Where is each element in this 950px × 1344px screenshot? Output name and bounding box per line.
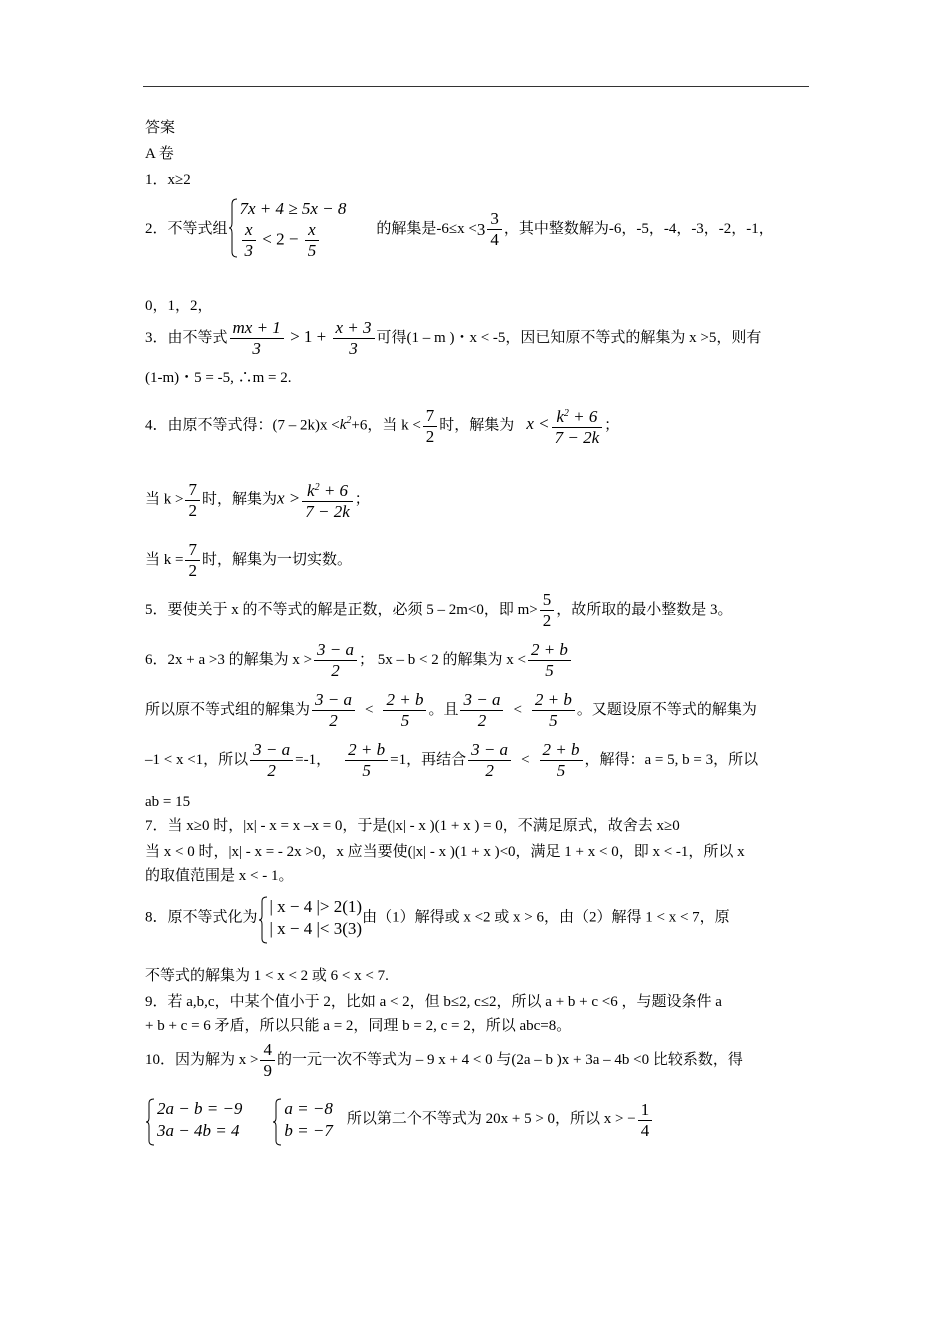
mixed-number: 3 $\frac{3}{4}$ bbox=[477, 209, 504, 250]
answer-8-cont: 不等式的解集为 1 < x < 2 或 6 < x < 7. bbox=[145, 968, 389, 984]
equation-system-2: a = −8 b = −7 bbox=[272, 1098, 332, 1142]
answer-6-cont-2: –1 < x <1，所以 $\frac{3 - a}{2}$ =-1， $\frac{2 + b}{5}$ =1，再结合 $\frac{3 - a}{2}$ < $\frac{2 + b}{5}$ ，解得：a = 5, b = 3，所以 bbox=[145, 740, 759, 780]
section-label: A 卷 bbox=[145, 146, 174, 162]
fraction: $\frac{mx + 1}{3}$ bbox=[230, 318, 284, 359]
fraction: $\frac{5}{2}$ bbox=[540, 590, 555, 631]
fraction: $\frac{x + 3}{3}$ bbox=[333, 318, 375, 359]
system-row-1: | x − 4 |> 2(1) bbox=[269, 897, 363, 916]
heading: 答案 bbox=[145, 120, 176, 136]
answer-5: 5．要使关于 x 的不等式的解是正数，必须 5 – 2m<0，即 m> $\frac{5}{2}$ ，故所取的最小整数是 3。 bbox=[145, 590, 733, 630]
answer-2-mid: 的解集是-6≤x < bbox=[376, 220, 477, 237]
answer-9: 9．若 a,b,c，中某个值小于 2，比如 a < 2，但 b≤2, c≤2，所以 a + b + c <6 ，与题设条件 a bbox=[145, 994, 722, 1010]
fraction: $\frac{k^2 + 6}{7 - 2k}$ bbox=[552, 404, 603, 448]
fraction: $\frac{1}{4}$ bbox=[638, 1100, 653, 1141]
inequality-system bbox=[258, 896, 363, 940]
answer-10: 10．因为解为 x > $\frac{4}{9}$ 的一元一次不等式为 – 9 x + 4 < 0 与(2a – b )x + 3a – 4b <0 比较系数，得 bbox=[145, 1040, 743, 1080]
answer-4-case-3: 当 k = $\frac{7}{2}$ 时，解集为一切实数。 bbox=[145, 540, 352, 580]
answer-10-cont: 2a − b = −9 3a − 4b = 4 a = −8 b = −7 所以第二个不等式为 20x + 5 > 0，所以 x > − $\frac{1}{4}$ bbox=[145, 1098, 654, 1142]
answer-8: 8．原不等式化为 | x − 4 |> 2(1) | x − 4 |< 3(3) 由（1）解得或 x <2 或 x > 6，由（2）解得 1 < x < 7，原 bbox=[145, 896, 730, 940]
answer-7-cont-2: 的取值范围是 x < - 1。 bbox=[145, 868, 294, 884]
answer-3-cont: (1-m)・5 = -5, ∴m = 2. bbox=[145, 370, 292, 386]
fraction: $\frac{k^2 + 6}{7 - 2k}$ bbox=[302, 478, 353, 522]
answer-9-cont: + b + c = 6 矛盾，所以只能 a = 2，同理 b = 2, c = 2，所以 abc=8。 bbox=[145, 1018, 572, 1034]
fraction: $\frac{3 - a}{2}$ bbox=[314, 640, 357, 681]
answer-1: 1．x≥2 bbox=[145, 172, 191, 188]
equation-system-1: 2a − b = −9 3a − 4b = 4 bbox=[145, 1098, 242, 1142]
answer-2-post: ，其中整数解为-6，-5，-4，-3，-2，-1， bbox=[503, 220, 774, 237]
fraction: $\frac{7}{2}$ bbox=[185, 480, 200, 521]
system-row-2: | x − 4 |< 3(3) bbox=[269, 919, 363, 938]
fraction: $\frac{2 + b}{5}$ bbox=[528, 640, 571, 681]
answer-6: 6．2x + a >3 的解集为 x > $\frac{3 - a}{2}$ ； 5x – b < 2 的解集为 x < $\frac{2 + b}{5}$ bbox=[145, 640, 573, 681]
answer-7: 7．当 x≥0 时，|x| - x = x –x = 0，于是(|x| - x )(1 + x ) = 0，不满足原式，故舍去 x≥0 bbox=[145, 818, 680, 834]
answer-4-case-2: 当 k > $\frac{7}{2}$ 时，解集为x > $\frac{k^2 + 6}{7 - 2k}$ ； bbox=[145, 479, 370, 521]
answer-7-cont: 当 x < 0 时，|x| - x = - 2x >0，x 应当要使(|x| - x )(1 + x )<0，满足 1 + x < 0，即 x < -1，所以 x bbox=[145, 844, 745, 860]
answer-6-result: ab = 15 bbox=[145, 794, 191, 810]
fraction: $\frac{7}{2}$ bbox=[423, 406, 438, 447]
fraction: $\frac{4}{9}$ bbox=[260, 1040, 275, 1081]
inequality-system bbox=[228, 198, 347, 261]
answer-2-label: 2．不等式组 bbox=[145, 220, 228, 237]
answer-4: 4．由原不等式得：$(7 - 2k)x <k^2+6$，当 k < $\frac{7}{2}$ 时，解集为 x < $\frac{k^2 + 6}{7 - 2k}$ ； bbox=[145, 405, 620, 447]
system-row-1: 7x + 4 ≥ 5x − 8 bbox=[239, 199, 347, 218]
answer-3: 3．由不等式 $\frac{mx + 1}{3}$ > 1 + $\frac{x + 3}{3}$ 可得(1 – m )・x < -5，因已知原不等式的解集为 x >5，则有 bbox=[145, 318, 762, 358]
header-rule bbox=[143, 86, 809, 87]
answer-2-cont: 0，1，2， bbox=[145, 298, 213, 314]
fraction: $\frac{7}{2}$ bbox=[185, 540, 200, 581]
answer-2 bbox=[145, 198, 774, 261]
answer-6-cont: 所以原不等式组的解集为 $\frac{3 - a}{2}$ < $\frac{2 + b}{5}$ 。且 $\frac{3 - a}{2}$ < $\frac{2 + b}{5}$ 。又题设原不等式的解集为 bbox=[145, 690, 757, 730]
system-row-2: $\frac{x}{3}$ < 2 − $\frac{x}{5}$ bbox=[240, 220, 347, 261]
